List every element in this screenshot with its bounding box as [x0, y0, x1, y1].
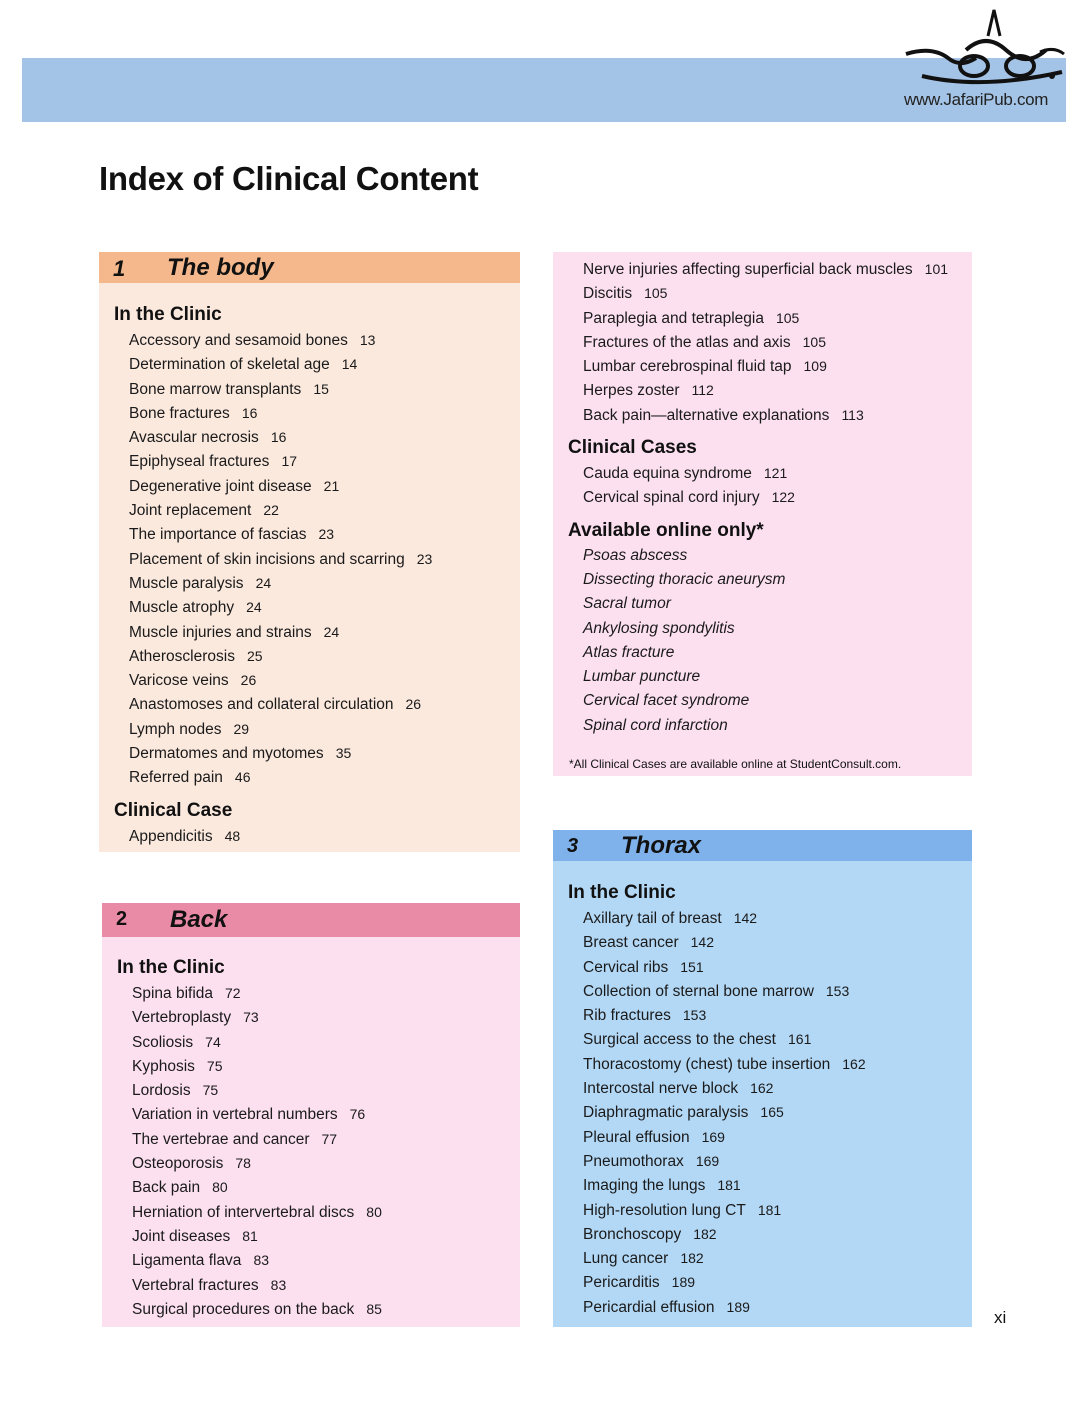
index-entry	[102, 1175, 520, 1199]
entry-page: 46	[234, 769, 251, 786]
entry-page: 112	[691, 382, 714, 399]
section-thorax	[553, 830, 972, 1327]
index-entry	[99, 692, 520, 716]
index-entry	[102, 1224, 520, 1248]
index-entry	[102, 1273, 520, 1297]
index-entry	[102, 1054, 520, 1078]
entry-label: Muscle injuries and strains	[129, 623, 312, 641]
index-entry	[102, 1297, 520, 1321]
entry-page: 16	[270, 429, 287, 446]
entry-page: 122	[771, 489, 795, 506]
entry-page: 162	[842, 1055, 866, 1072]
entry-label: Atherosclerosis	[129, 647, 235, 665]
entry-page: 26	[240, 672, 257, 689]
index-entry	[553, 461, 972, 485]
index-entry	[553, 906, 972, 930]
section-the-body	[99, 252, 520, 852]
entry-page: 151	[680, 958, 704, 975]
entry-label: Ligamenta flava	[132, 1252, 242, 1270]
section-number: 1	[113, 256, 126, 281]
entry-label: Bone marrow transplants	[129, 380, 302, 398]
index-entry	[553, 1027, 972, 1051]
index-entry	[102, 1248, 520, 1272]
index-entry	[553, 1222, 972, 1246]
entry-label: Lordosis	[132, 1082, 191, 1100]
index-entry	[99, 571, 520, 595]
entry-page: 74	[205, 1033, 221, 1050]
footnote: *All Clinical Cases are available online at StudentConsult.com.	[569, 757, 902, 771]
index-entry	[102, 1102, 520, 1126]
entry-label: Determination of skeletal age	[129, 356, 330, 374]
entry-label: Bone fractures	[129, 404, 230, 422]
entry-label: The importance of fascias	[129, 526, 307, 544]
section-back	[102, 903, 520, 1327]
index-entry	[553, 1270, 972, 1294]
entry-label: Bronchoscopy	[583, 1225, 682, 1243]
entry-page: 24	[246, 599, 262, 616]
index-entry	[102, 1030, 520, 1054]
entry-label: Scoliosis	[132, 1033, 194, 1051]
entry-label: Breast cancer	[583, 934, 679, 952]
entry-page: 80	[212, 1179, 228, 1196]
entry-label: Pleural effusion	[583, 1128, 690, 1146]
entry-label: Intercostal nerve block	[583, 1080, 739, 1098]
entry-label: Degenerative joint disease	[129, 477, 312, 495]
publisher-logo	[900, 6, 1070, 118]
index-entry	[553, 354, 972, 378]
entry-label: Herniation of intervertebral discs	[132, 1203, 355, 1221]
index-entry	[553, 281, 972, 305]
entry-page: 83	[270, 1276, 287, 1293]
entry-label: Variation in vertebral numbers	[132, 1106, 338, 1124]
index-entry	[102, 1200, 520, 1224]
entry-label: Pneumothorax	[583, 1152, 684, 1170]
entry-label: Back pain	[132, 1179, 201, 1197]
entry-page: 81	[242, 1227, 258, 1244]
entry-page: 21	[323, 477, 340, 494]
index-entry	[99, 824, 520, 848]
entry-page: 85	[366, 1300, 382, 1317]
entry-page: 182	[680, 1250, 704, 1267]
index-entry	[102, 1078, 520, 1102]
section-content	[99, 302, 520, 848]
index-entry	[553, 1173, 972, 1197]
index-entry	[99, 765, 520, 789]
entry-label: Kyphosis	[132, 1057, 195, 1075]
entry-page: 78	[235, 1155, 251, 1172]
index-entry	[553, 1003, 972, 1027]
clinic-heading: In the Clinic	[114, 304, 222, 325]
index-entry	[553, 1125, 972, 1149]
index-entry	[99, 595, 520, 619]
index-entry	[102, 1151, 520, 1175]
clinic-heading: In the Clinic	[117, 957, 225, 978]
entry-label: Paraplegia and tetraplegia	[583, 309, 764, 327]
online-entry: Lumbar puncture	[583, 668, 701, 686]
entry-label: Imaging the lungs	[583, 1177, 706, 1195]
entry-page: 35	[335, 745, 352, 762]
index-entry	[102, 1005, 520, 1029]
page-number: xi	[994, 1308, 1007, 1327]
entry-page: 25	[246, 647, 263, 664]
index-entry	[553, 1198, 972, 1222]
entry-page: 75	[206, 1057, 223, 1074]
entry-label: Varicose veins	[129, 672, 229, 690]
entry-page: 181	[757, 1201, 782, 1218]
entry-label: Lumbar cerebrospinal fluid tap	[583, 358, 792, 376]
entry-label: Surgical access to the chest	[583, 1031, 776, 1049]
entry-page: 23	[318, 526, 335, 543]
entry-page: 14	[341, 356, 358, 373]
entry-page: 80	[366, 1203, 382, 1220]
index-entry	[553, 257, 972, 281]
index-entry	[102, 1127, 520, 1151]
entry-page: 101	[924, 261, 949, 277]
entry-label: Vertebroplasty	[132, 1009, 232, 1027]
entry-page: 22	[263, 502, 279, 519]
entry-page: 105	[644, 285, 668, 302]
entry-label: Pericardial effusion	[583, 1298, 715, 1316]
entry-label: Joint replacement	[129, 502, 252, 520]
entry-page: 13	[359, 332, 376, 348]
entry-label: Thoracostomy (chest) tube insertion	[583, 1055, 831, 1073]
entry-label: Osteoporosis	[132, 1155, 224, 1173]
index-entry	[553, 1295, 972, 1319]
entry-label: Back pain—alternative explanations	[583, 406, 830, 424]
entry-page: 182	[693, 1225, 717, 1242]
entry-label: Spina bifida	[132, 985, 214, 1002]
entry-page: 76	[349, 1106, 366, 1123]
entry-page: 189	[726, 1298, 750, 1315]
index-entry	[553, 330, 972, 354]
index-entry	[553, 306, 972, 330]
entry-label: Lung cancer	[583, 1250, 669, 1268]
entry-label: Axillary tail of breast	[583, 910, 722, 927]
entry-label: Rib fractures	[583, 1007, 671, 1025]
section-back-continued	[553, 252, 972, 776]
online-entry: Cervical facet syndrome	[583, 692, 750, 710]
entry-page: 23	[416, 550, 433, 567]
index-entry	[99, 644, 520, 668]
clinic-heading: In the Clinic	[568, 882, 676, 903]
index-entry	[99, 741, 520, 765]
index-entry	[553, 403, 972, 427]
index-entry	[99, 522, 520, 546]
entry-label: Herpes zoster	[583, 382, 680, 400]
index-entry	[553, 485, 972, 509]
online-entry: Spinal cord infarction	[583, 716, 728, 734]
entry-label: Vertebral fractures	[132, 1276, 259, 1294]
logo-mark-icon	[902, 6, 1068, 90]
entry-page: 109	[803, 358, 827, 375]
entry-page: 113	[841, 406, 864, 423]
entry-label: Muscle paralysis	[129, 574, 244, 592]
index-entry	[99, 498, 520, 522]
online-heading: Available online only*	[568, 519, 764, 541]
case-heading: Clinical Cases	[568, 437, 697, 459]
index-entry	[553, 930, 972, 954]
index-entry	[99, 547, 520, 571]
entry-page: 73	[243, 1009, 259, 1026]
index-entry	[99, 425, 520, 449]
index-entry	[553, 1246, 972, 1270]
entry-page: 26	[405, 696, 422, 713]
entry-page: 16	[241, 404, 258, 421]
section-header	[102, 903, 520, 937]
index-entry	[99, 474, 520, 498]
entry-label: Collection of sternal bone marrow	[583, 982, 814, 1000]
entry-page: 72	[225, 985, 241, 1001]
entry-page: 29	[233, 720, 250, 737]
entry-label: The vertebrae and cancer	[132, 1130, 310, 1148]
entry-page: 153	[682, 1007, 707, 1024]
entry-label: Epiphyseal fractures	[129, 453, 270, 471]
index-entry	[102, 981, 520, 1005]
entry-page: 121	[763, 465, 788, 482]
entry-label: Muscle atrophy	[129, 599, 235, 617]
entry-label: Cervical ribs	[583, 958, 669, 976]
entry-page: 48	[224, 827, 241, 844]
entry-label: Appendicitis	[129, 827, 213, 845]
entry-label: Lymph nodes	[129, 720, 222, 738]
entry-label: Anastomoses and collateral circulation	[129, 696, 394, 714]
entry-label: High-resolution lung CT	[583, 1201, 746, 1219]
entry-label: Discitis	[583, 285, 633, 303]
index-entry	[99, 401, 520, 425]
entry-label: Pericarditis	[583, 1274, 660, 1292]
entry-label: Cervical spinal cord injury	[583, 489, 760, 507]
entry-page: 24	[255, 574, 272, 591]
index-entry	[553, 1076, 972, 1100]
index-entry	[99, 328, 520, 352]
entry-label: Fractures of the atlas and axis	[583, 333, 791, 351]
entry-label: Joint diseases	[132, 1227, 231, 1245]
entry-page: 75	[202, 1082, 219, 1099]
index-entry	[99, 377, 520, 401]
index-entry	[553, 955, 972, 979]
entry-page: 17	[281, 453, 298, 470]
entry-label: Avascular necrosis	[129, 429, 259, 447]
entry-page: 142	[733, 910, 758, 926]
index-entry	[99, 620, 520, 644]
index-entry	[553, 979, 972, 1003]
entry-label: Referred pain	[129, 769, 223, 787]
entry-page: 169	[701, 1128, 725, 1145]
section-content	[553, 880, 972, 1319]
entry-page: 83	[253, 1252, 270, 1269]
entry-page: 105	[802, 333, 826, 350]
section-number: 2	[116, 908, 128, 930]
index-entry	[553, 1052, 972, 1076]
section-header	[99, 252, 520, 286]
entry-label: Placement of skin incisions and scarring	[129, 550, 405, 568]
entry-page: 105	[775, 309, 800, 326]
entry-label: Dermatomes and myotomes	[129, 745, 324, 763]
entry-page: 142	[690, 934, 714, 951]
section-title: The body	[167, 254, 274, 281]
entry-label: Nerve injuries affecting superficial back muscles	[583, 261, 913, 278]
publisher-url: www.JafariPub.com	[904, 90, 1049, 109]
index-entry	[99, 449, 520, 473]
entry-page: 153	[825, 982, 850, 999]
case-heading: Clinical Case	[114, 799, 233, 821]
online-entry: Dissecting thoracic aneurysm	[583, 570, 786, 588]
section-number: 3	[567, 835, 579, 857]
entry-page: 181	[717, 1177, 741, 1194]
entry-label: Diaphragmatic paralysis	[583, 1104, 749, 1122]
entry-page: 162	[750, 1080, 774, 1097]
index-entry	[553, 378, 972, 402]
entry-page: 165	[760, 1104, 784, 1121]
entry-label: Accessory and sesamoid bones	[129, 332, 348, 349]
online-entry: Atlas fracture	[583, 643, 675, 661]
online-entry: Sacral tumor	[583, 595, 671, 613]
entry-page: 161	[788, 1031, 812, 1048]
index-entry	[99, 668, 520, 692]
entry-page: 189	[671, 1274, 696, 1291]
entry-label: Cauda equina syndrome	[583, 465, 752, 483]
index-entry	[99, 717, 520, 741]
section-title: Thorax	[621, 832, 702, 859]
online-entry: Psoas abscess	[583, 546, 688, 564]
entry-page: 15	[313, 380, 329, 397]
section-title: Back	[170, 906, 228, 933]
section-content	[102, 955, 520, 1321]
entry-page: 77	[321, 1130, 338, 1147]
entry-label: Surgical procedures on the back	[132, 1300, 355, 1318]
section-content	[553, 257, 972, 738]
online-entry: Ankylosing spondylitis	[583, 619, 735, 637]
index-entry	[99, 352, 520, 376]
entry-page: 24	[323, 623, 340, 640]
entry-page: 169	[695, 1152, 720, 1169]
index-entry	[553, 1149, 972, 1173]
section-header	[553, 830, 972, 864]
page-title: Index of Clinical Content	[99, 160, 479, 197]
index-entry	[553, 1100, 972, 1124]
